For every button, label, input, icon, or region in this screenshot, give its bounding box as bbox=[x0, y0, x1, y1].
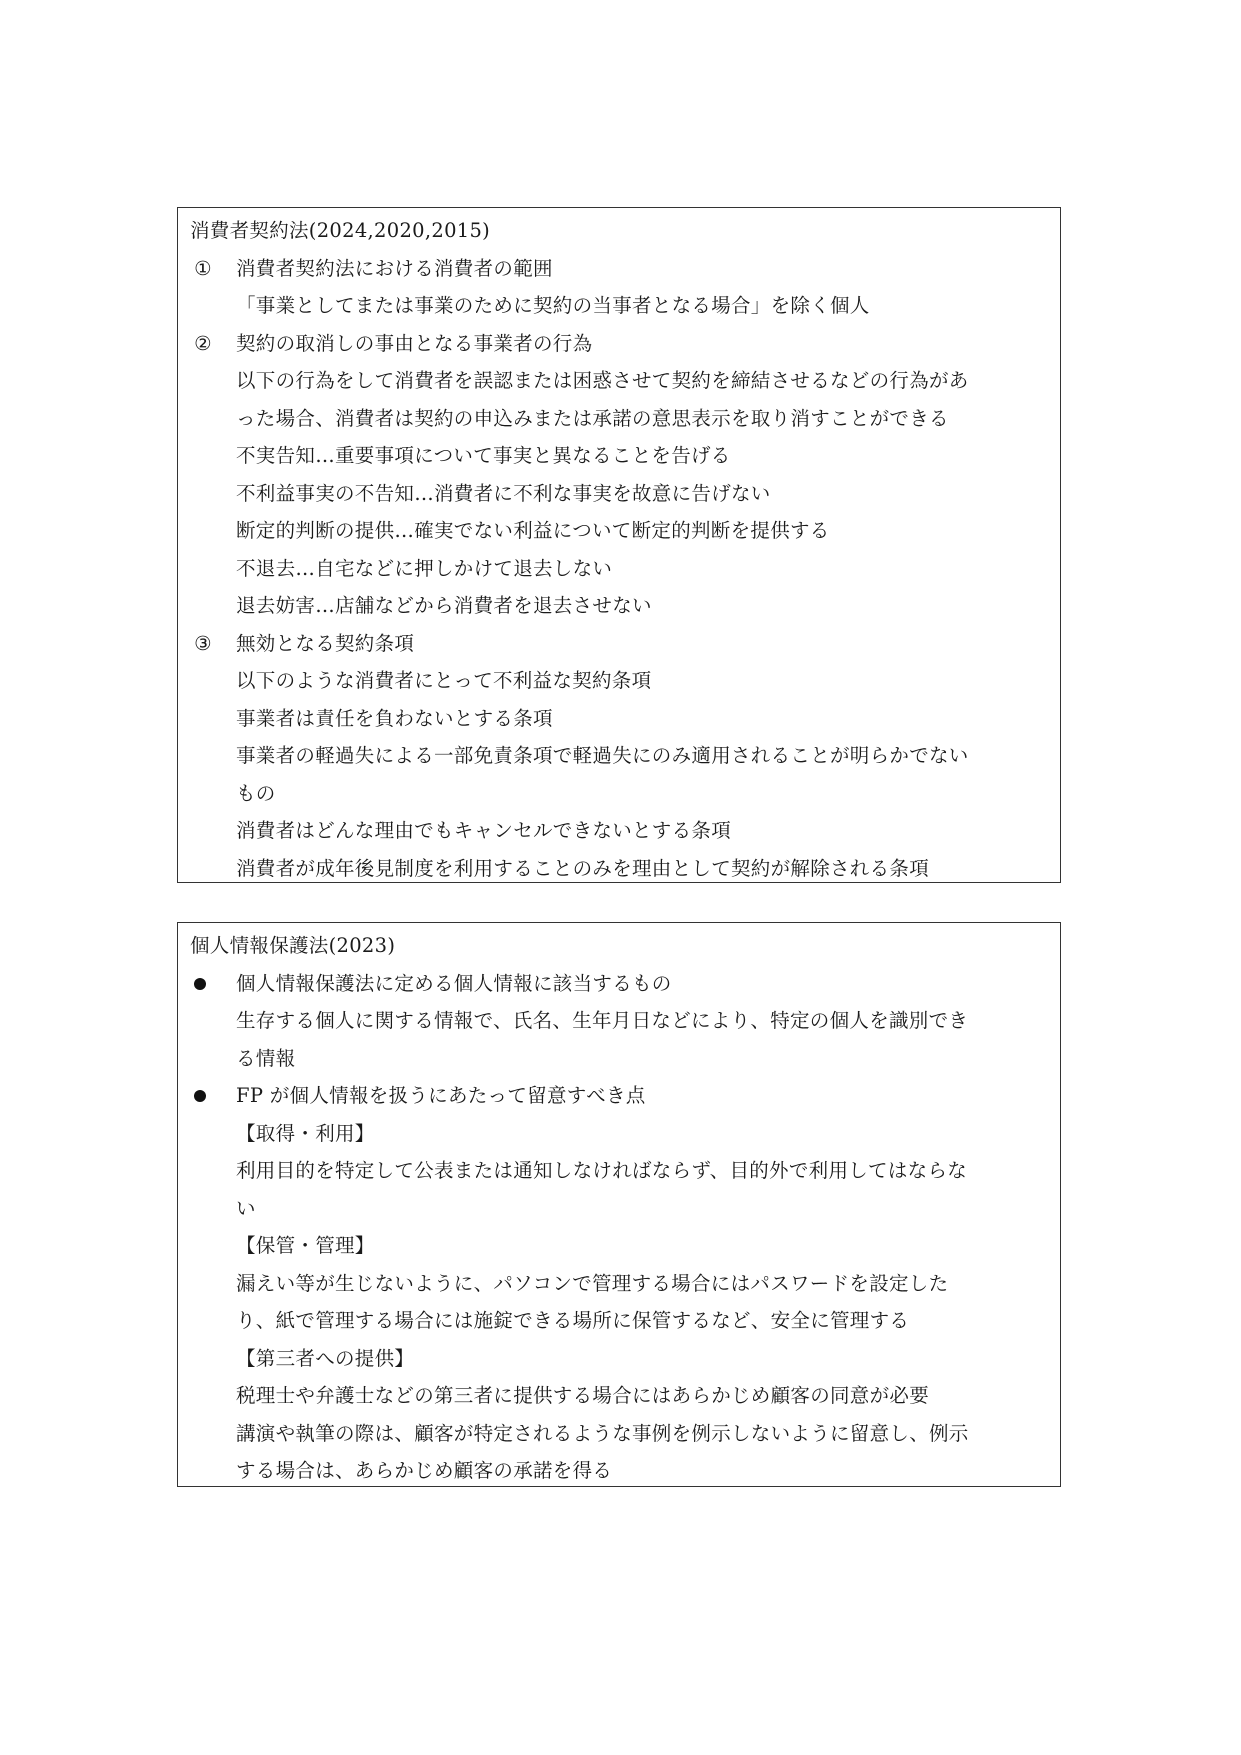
text-line: 不退去…自宅などに押しかけて退去しない bbox=[236, 556, 613, 580]
text-line: 退去妨害…店舗などから消費者を退去させない bbox=[236, 594, 652, 617]
subheading-third-party: 【第三者への提供】 bbox=[236, 1346, 415, 1370]
heading-text: 個人情報保護法に定める個人情報に該当するもの bbox=[236, 971, 672, 995]
section-heading bbox=[178, 250, 1060, 288]
heading-text: FP が個人情報を扱うにあたって留意すべき点 bbox=[236, 1084, 646, 1107]
text-line: 生存する個人に関する情報で、氏名、生年月日などにより、特定の個人を識別でき bbox=[236, 1009, 969, 1032]
subheading-storage: 【保管・管理】 bbox=[236, 1234, 375, 1257]
text-line: 講演や執筆の際は、顧客が特定されるような事例を例示しないように留意し、例示 bbox=[236, 1421, 969, 1445]
text-line: 以下のような消費者にとって不利益な契約条項 bbox=[236, 669, 652, 692]
box-title: 個人情報保護法(2023) bbox=[190, 934, 396, 957]
personal-info-box bbox=[177, 922, 1061, 1487]
circled-number-2: ② bbox=[194, 331, 212, 355]
text-line: 事業者の軽過失による一部免責条項で軽過失にのみ適用されることが明らかでない bbox=[236, 744, 969, 767]
text-line: 利用目的を特定して公表または通知しなければならず、目的外で利用してはならな bbox=[236, 1159, 968, 1182]
consumer-contract-box bbox=[177, 207, 1061, 883]
heading-text: 無効となる契約条項 bbox=[236, 631, 415, 655]
text-line: する場合は、あらかじめ顧客の承諾を得る bbox=[236, 1459, 613, 1482]
text-line: った場合、消費者は契約の申込みまたは承諾の意思表示を取り消すことができる bbox=[236, 406, 949, 430]
text-line: 事業者は責任を負わないとする条項 bbox=[236, 706, 553, 730]
text-line: 不実告知…重要事項について事実と異なることを告げる bbox=[236, 444, 731, 467]
text-line: 消費者が成年後見制度を利用することのみを理由として契約が解除される条項 bbox=[236, 856, 930, 880]
section-heading bbox=[178, 625, 1060, 663]
text-line: り、紙で管理する場合には施錠できる場所に保管するなど、安全に管理する bbox=[236, 1309, 910, 1332]
heading-text: 消費者契約法における消費者の範囲 bbox=[236, 256, 553, 280]
text-line: 断定的判断の提供…確実でない利益について断定的判断を提供する bbox=[236, 519, 830, 542]
text-line: 「事業としてまたは事業のために契約の当事者となる場合」を除く個人 bbox=[236, 294, 870, 317]
text-line: 漏えい等が生じないように、パソコンで管理する場合にはパスワードを設定した bbox=[236, 1271, 949, 1295]
text-line: もの bbox=[236, 781, 276, 805]
bullet-icon bbox=[194, 978, 206, 990]
section-heading bbox=[178, 325, 1060, 363]
bullet-icon bbox=[194, 1090, 206, 1102]
heading-text: 契約の取消しの事由となる事業者の行為 bbox=[236, 331, 593, 355]
section-heading bbox=[178, 965, 1060, 1003]
text-line: 以下の行為をして消費者を誤認または困惑させて契約を締結させるなどの行為があ bbox=[236, 369, 969, 392]
circled-number-3: ③ bbox=[194, 631, 212, 655]
box-title: 消費者契約法(2024,2020,2015) bbox=[190, 219, 491, 242]
text-line: い bbox=[236, 1196, 256, 1220]
circled-number-1: ① bbox=[194, 256, 212, 280]
text-line: る情報 bbox=[236, 1046, 296, 1070]
text-line: 不利益事実の不告知…消費者に不利な事実を故意に告げない bbox=[236, 481, 771, 505]
text-line: 消費者はどんな理由でもキャンセルできないとする条項 bbox=[236, 819, 732, 842]
subheading-acquisition: 【取得・利用】 bbox=[236, 1121, 375, 1145]
section-heading bbox=[178, 1077, 1060, 1115]
text-line: 税理士や弁護士などの第三者に提供する場合にはあらかじめ顧客の同意が必要 bbox=[236, 1384, 930, 1407]
